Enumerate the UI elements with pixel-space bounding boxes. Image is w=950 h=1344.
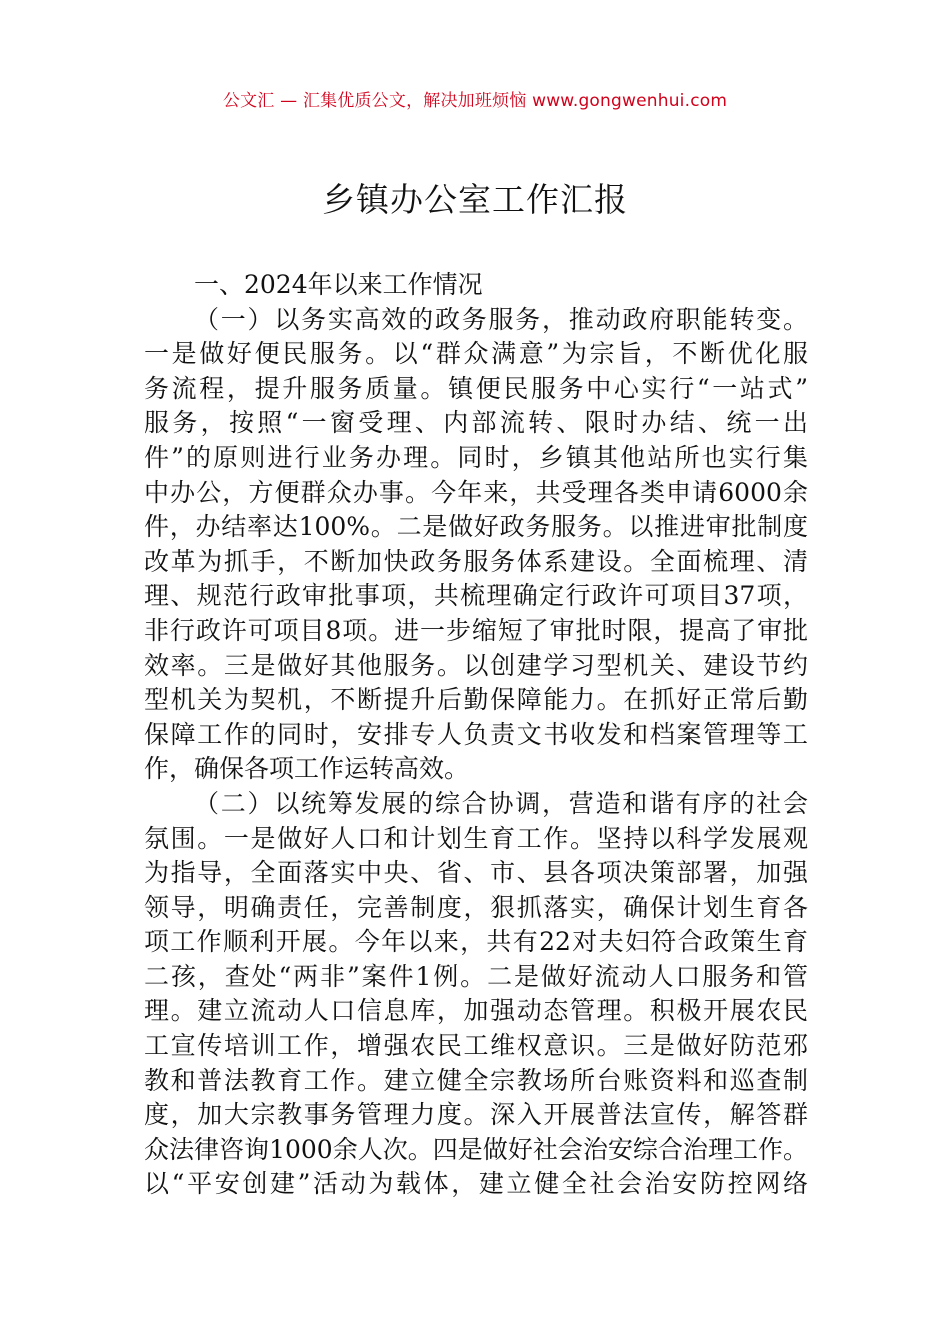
paragraph-line: 度，加大宗教事务管理力度。深入开展普法宣传，解答群 <box>144 1100 808 1130</box>
paragraph-line: （一）以务实高效的政务服务，推动政府职能转变。 <box>194 304 808 334</box>
paragraph-line: 服务，按照“一窗受理、内部流转、限时办结、统一出 <box>144 408 808 438</box>
paragraph-line: 中办公，方便群众办事。今年来，共受理各类申请6000余 <box>144 477 808 507</box>
paragraph-line: 理。建立流动人口信息库，加强动态管理。积极开展农民 <box>144 996 808 1026</box>
paragraph-line: 众法律咨询1000余人次。四是做好社会治安综合治理工作。 <box>144 1134 808 1164</box>
section-heading: 一、2024年以来工作情况 <box>194 270 483 299</box>
document-title: 乡镇办公室工作汇报 <box>322 180 628 219</box>
paragraph-line: 件”的原则进行业务办理。同时，乡镇其他站所也实行集 <box>144 442 808 472</box>
paragraph-line: 一是做好便民服务。以“群众满意”为宗旨，不断优化服 <box>144 339 808 369</box>
paragraph-line: 改革为抓手，不断加快政务服务体系建设。全面梳理、清 <box>144 546 808 576</box>
site-watermark-header: 公文汇 — 汇集优质公文，解决加班烦恼 www.gongwenhui.com <box>222 91 728 111</box>
document-body <box>144 268 808 1202</box>
paragraph-line: 理、规范行政审批事项，共梳理确定行政许可项目37项， <box>144 581 808 611</box>
paragraph-line: 型机关为契机，不断提升后勤保障能力。在抓好正常后勤 <box>144 685 808 715</box>
paragraph-line: 教和普法教育工作。建立健全宗教场所台账资料和巡查制 <box>144 1065 808 1095</box>
paragraph-line: 件，办结率达100%。二是做好政务服务。以推进审批制度 <box>144 512 808 542</box>
paragraph-line: 二孩，查处“两非”案件1例。二是做好流动人口服务和管 <box>144 961 808 991</box>
paragraph-line: 保障工作的同时，安排专人负责文书收发和档案管理等工 <box>144 719 808 749</box>
paragraph-line: 为指导，全面落实中央、省、市、县各项决策部署，加强 <box>144 858 808 888</box>
paragraph-line: 作，确保各项工作运转高效。 <box>144 754 470 784</box>
paragraph-line: 务流程，提升服务质量。镇便民服务中心实行“一站式” <box>144 373 808 403</box>
paragraph-line: 非行政许可项目8项。进一步缩短了审批时限，提高了审批 <box>144 615 808 645</box>
paragraph-line: 项工作顺利开展。今年以来，共有22对夫妇符合政策生育 <box>144 927 808 957</box>
paragraph-line: 以“平安创建”活动为载体，建立健全社会治安防控网络 <box>144 1169 808 1199</box>
paragraph-line: 氛围。一是做好人口和计划生育工作。坚持以科学发展观 <box>144 823 808 853</box>
paragraph-line: 领导，明确责任，完善制度，狠抓落实，确保计划生育各 <box>144 892 808 922</box>
paragraph-line: 工宣传培训工作，增强农民工维权意识。三是做好防范邪 <box>144 1031 808 1061</box>
paragraph-line: （二）以统筹发展的综合协调，营造和谐有序的社会 <box>194 788 808 818</box>
paragraph-line: 效率。三是做好其他服务。以创建学习型机关、建设节约 <box>144 650 808 680</box>
